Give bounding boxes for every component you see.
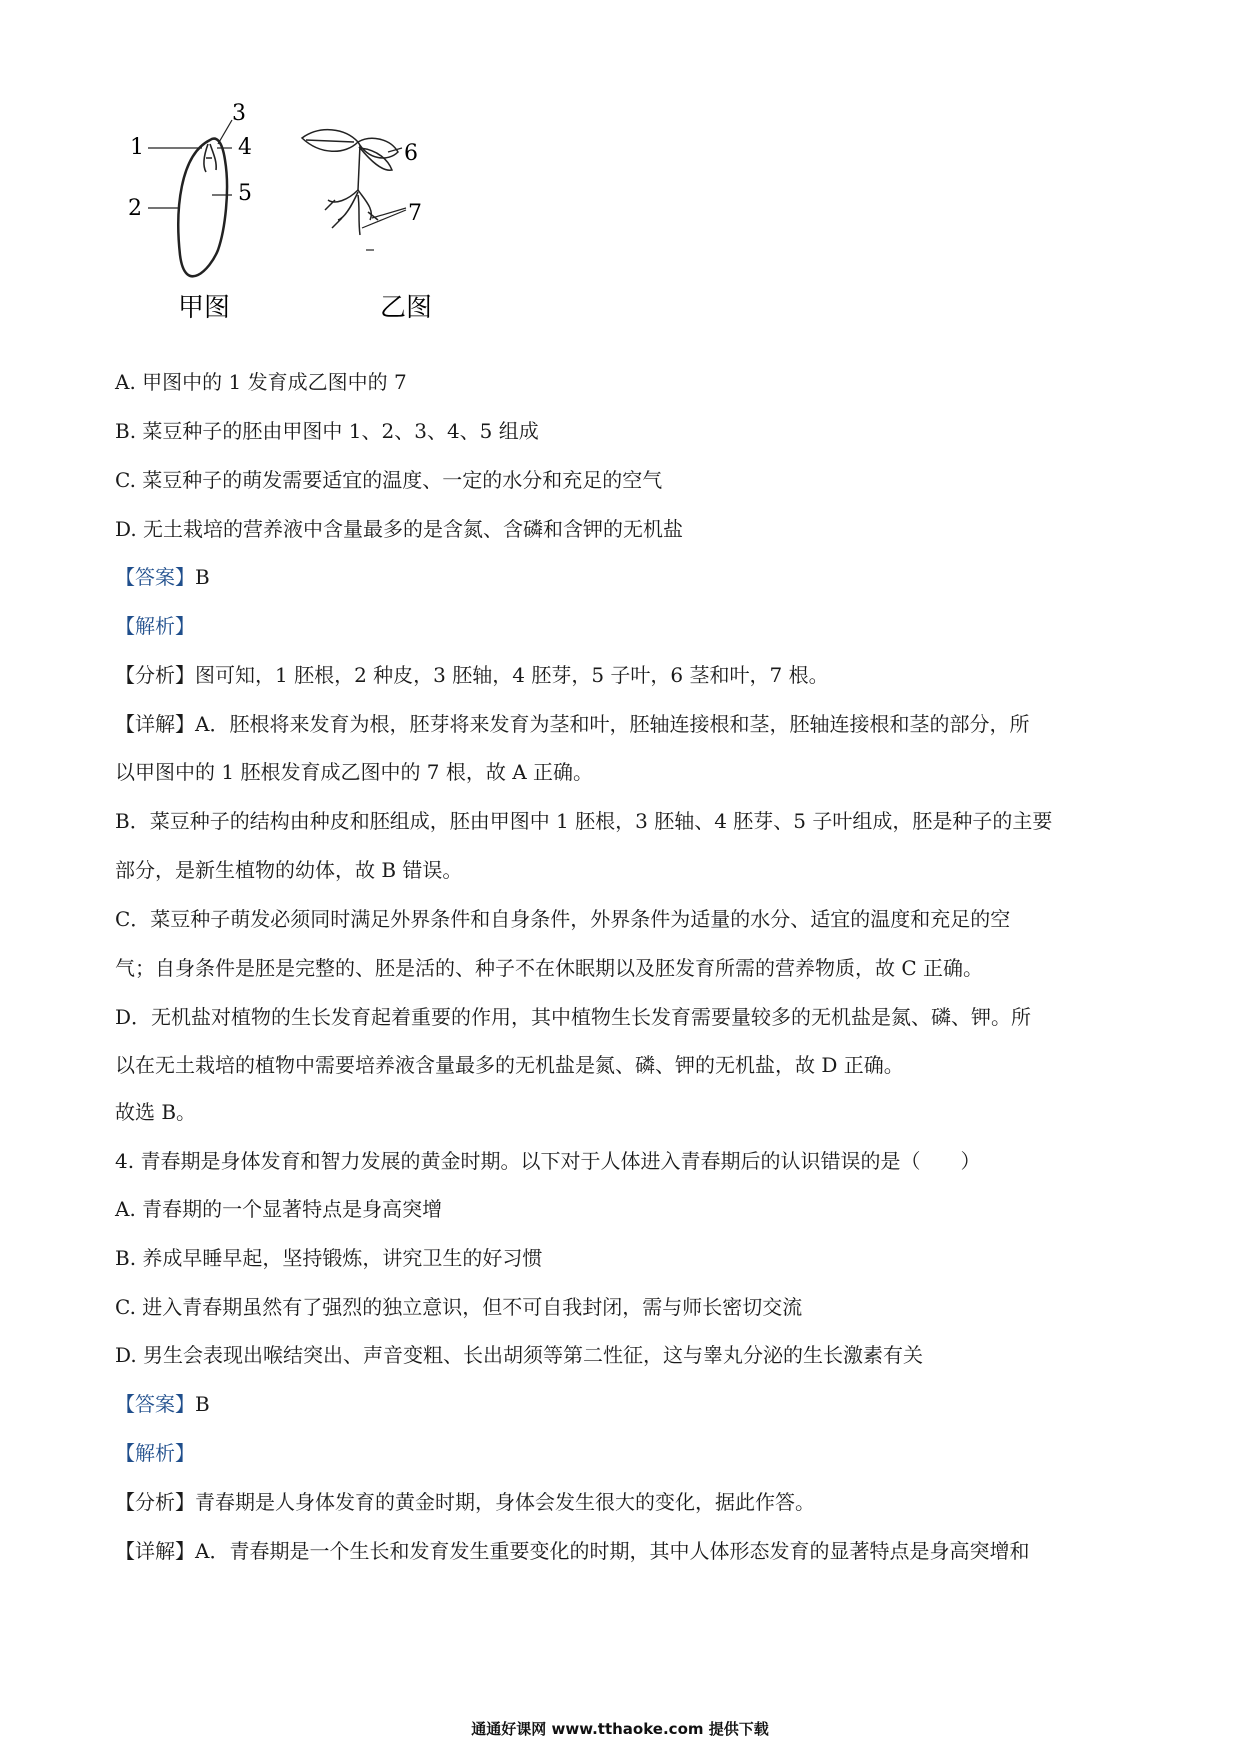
q4-option-a: A. 青春期的一个显著特点是身高突增 xyxy=(115,1197,443,1221)
seed-embryo xyxy=(204,144,216,172)
q4-detail-line-1 xyxy=(115,1537,1029,1565)
q3-answer xyxy=(115,563,210,591)
q4-option-c: C. 进入青春期虽然有了强烈的独立意识，但不可自我封闭，需与师长密切交流 xyxy=(115,1295,803,1319)
footer-source: 通通好课网 www.tthaoke.com 提供下载 xyxy=(471,1720,769,1738)
q3-option-a: A. 甲图中的 1 发育成乙图中的 7 xyxy=(115,370,407,394)
q3-option-b: B. 菜豆种子的胚由甲图中 1、2、3、4、5 组成 xyxy=(115,419,539,443)
seed-outline xyxy=(178,139,227,277)
seed-diagram-svg xyxy=(120,100,500,350)
answer-tag: 【答案】 xyxy=(115,1392,195,1416)
detail-text: A．青春期是一个生长和发育发生重要变化的时期，其中人体形态发育的显著特点是身高突增和 xyxy=(195,1539,1030,1563)
q3-detail-line-4: 部分，是新生植物的幼体，故 B 错误。 xyxy=(115,858,463,882)
q3-detail-line-7: D．无机盐对植物的生长发育起着重要的作用，其中植物生长发育需要量较多的无机盐是氮、磷、钾。所 xyxy=(115,1005,1032,1029)
q4-jiexi-tag: 【解析】 xyxy=(115,1441,195,1465)
label-6: 6 xyxy=(404,141,418,166)
q3-detail-line-8: 以在无土栽培的植物中需要培养液含量最多的无机盐是氮、磷、钾的无机盐，故 D 正确。 xyxy=(115,1053,904,1077)
q3-conclusion: 故选 B。 xyxy=(115,1100,197,1124)
fenxi-tag: 【分析】 xyxy=(115,663,195,687)
q3-detail-line-3: B．菜豆种子的结构由种皮和胚组成，胚由甲图中 1 胚根，3 胚轴、4 胚芽、5 子叶组成，胚是种子的主要 xyxy=(115,809,1053,833)
q4-answer xyxy=(115,1390,210,1418)
q3-jiexi-tag: 【解析】 xyxy=(115,614,195,638)
q4-stem: 4. 青春期是身体发育和智力发展的黄金时期。以下对于人体进入青春期后的认识错误的是（ ） xyxy=(115,1149,981,1173)
detail-tag: 【详解】 xyxy=(115,712,195,736)
label-2: 2 xyxy=(128,196,142,221)
q3-detail-line-5: C．菜豆种子萌发必须同时满足外界条件和自身条件，外界条件为适量的水分、适宜的温度和充足的空 xyxy=(115,907,1011,931)
q3-detail-line-6: 气；自身条件是胚是完整的、胚是活的、种子不在休眠期以及胚发育所需的营养物质，故 C 正确。 xyxy=(115,956,984,980)
label-4: 4 xyxy=(238,135,252,160)
caption-right: 乙图 xyxy=(380,293,433,323)
label-1: 1 xyxy=(130,135,144,160)
q3-detail-line-1 xyxy=(115,710,1029,738)
seed-diagram xyxy=(120,100,500,350)
q3-detail-line-2: 以甲图中的 1 胚根发育成乙图中的 7 根，故 A 正确。 xyxy=(115,760,594,784)
q4-option-d: D. 男生会表现出喉结突出、声音变粗、长出胡须等第二性征，这与睾丸分泌的生长激素有关 xyxy=(115,1343,924,1367)
q4-fenxi xyxy=(115,1488,815,1516)
caption-left: 甲图 xyxy=(178,293,231,323)
q3-option-c: C. 菜豆种子的萌发需要适宜的温度、一定的水分和充足的空气 xyxy=(115,468,663,492)
q4-option-b: B. 养成早睡早起，坚持锻炼，讲究卫生的好习惯 xyxy=(115,1246,543,1270)
fenxi-text: 青春期是人身体发育的黄金时期，身体会发生很大的变化，据此作答。 xyxy=(195,1490,815,1514)
detail-tag: 【详解】 xyxy=(115,1539,195,1563)
detail-text: A．胚根将来发育为根，胚芽将来发育为茎和叶，胚轴连接根和茎，胚轴连接根和茎的部分，所 xyxy=(195,712,1030,736)
answer-tag: 【答案】 xyxy=(115,565,195,589)
answer-value: B xyxy=(195,565,210,589)
fenxi-text: 图可知，1 胚根，2 种皮，3 胚轴，4 胚芽，5 子叶，6 茎和叶，7 根。 xyxy=(195,663,829,687)
label-3: 3 xyxy=(232,101,246,126)
q3-fenxi xyxy=(115,661,829,689)
answer-value: B xyxy=(195,1392,210,1416)
label-7: 7 xyxy=(408,201,422,226)
q3-option-d: D. 无土栽培的营养液中含量最多的是含氮、含磷和含钾的无机盐 xyxy=(115,517,684,541)
fenxi-tag: 【分析】 xyxy=(115,1490,195,1514)
label-5: 5 xyxy=(238,181,252,206)
